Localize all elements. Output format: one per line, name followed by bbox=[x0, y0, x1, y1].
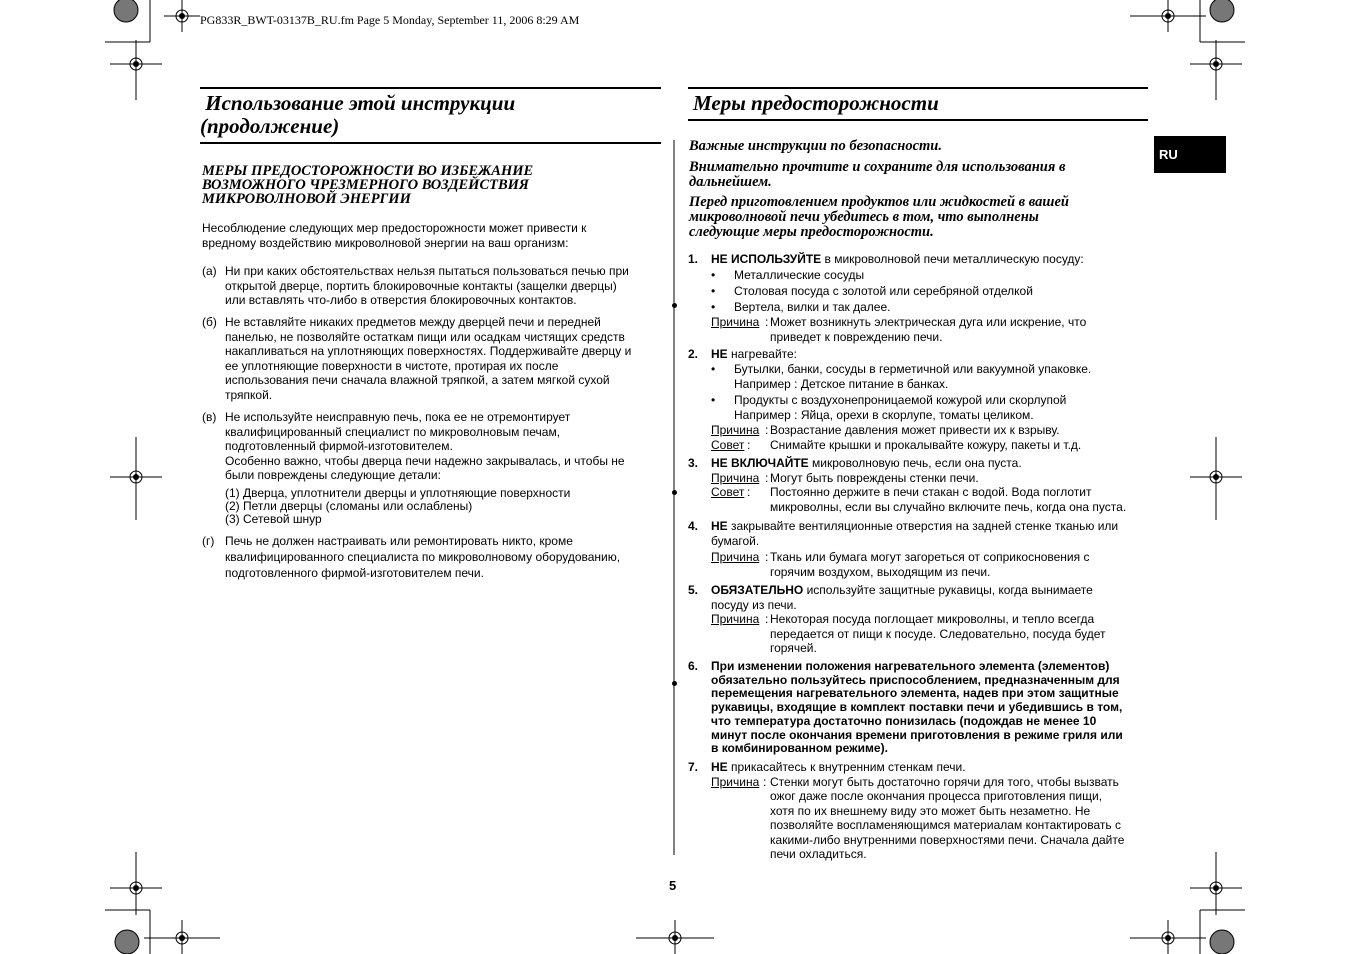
left-item-line: или вставлять что-либо в отверстия блокировочных контактов. bbox=[225, 293, 577, 308]
change-dot bbox=[672, 490, 677, 495]
page-number: 5 bbox=[669, 878, 677, 893]
left-title-rule-bottom bbox=[200, 142, 661, 144]
item-bold-line: При изменении положения нагревательного элемента (элементов) bbox=[711, 659, 1110, 673]
item-number: 5. bbox=[688, 583, 699, 597]
reason-label: Причина bbox=[711, 774, 760, 789]
reason-label: Причина bbox=[711, 612, 760, 627]
item-keyword: НЕ ВКЛЮЧАЙТЕ bbox=[711, 456, 809, 470]
left-subitem: (1) Дверца, уплотнители дверцы и уплотняющие поверхности bbox=[225, 485, 571, 500]
left-item-line: квалифицированный специалист по микроволновым печам, bbox=[225, 424, 561, 439]
left-item-line: подготовленного фирмой-изготовителем печи. bbox=[225, 566, 484, 580]
item-number: 7. bbox=[688, 760, 699, 774]
right-item-7: 7. НЕ прикасайтесь к внутренним стенкам печи. Причина : Стенки могут быть достаточно горячи для того, чтобы вызвать ожог даже после окончания процесса приготовления пищи, хотя по их внешнему виду это может быть незаметно. Не позволяйте воспламеняющимся материалам контактировать с какими-либо внутренними поверхностями печи. Сначала дайте печи охладиться. bbox=[688, 760, 1153, 862]
advice-text: Постоянно держите в печи стакан с водой. Вода поглотит bbox=[770, 485, 1092, 500]
item-bold-line: обязательно пользуйтесь приспособлением, предназначенным для bbox=[711, 672, 1120, 687]
left-item-label: (в) bbox=[202, 410, 217, 424]
item-keyword: НЕ ИСПОЛЬЗУЙТЕ bbox=[711, 252, 822, 266]
reason-text: какими-либо внутренними поверхностями печи. Сначала дайте bbox=[770, 832, 1125, 847]
right-sub2-line: дальнейшем. bbox=[689, 174, 772, 190]
item-number: 1. bbox=[688, 252, 699, 266]
left-intro-line: Несоблюдение следующих мер предосторожности может привести к bbox=[202, 221, 587, 235]
right-sub3-line: Перед приготовлением продуктов или жидкостей в вашей bbox=[689, 194, 1069, 210]
change-dot bbox=[672, 681, 677, 686]
left-item-line: квалифицированного специалиста по микроволновому оборудованию, bbox=[225, 550, 621, 564]
right-item-6 bbox=[688, 660, 1153, 756]
reason-text: горячей. bbox=[770, 641, 817, 656]
bullet-icon: • bbox=[711, 300, 716, 314]
item-text: используйте защитные рукавицы, когда вынимаете bbox=[803, 583, 1093, 597]
left-title-line: Использование этой инструкции bbox=[200, 91, 516, 115]
item-bold-line: рукавицы, входящие в комплект поставки печи и убедившись в том, bbox=[711, 700, 1123, 715]
bullet-icon: • bbox=[711, 284, 716, 298]
item-keyword: НЕ bbox=[711, 347, 728, 361]
example-text: Например : Яйца, орехи в скорлупе, томаты целиком. bbox=[734, 407, 1034, 422]
left-item-g bbox=[202, 533, 662, 581]
left-item-line: панелью, не позволяйте остаткам пищи или осадкам чистящих средств bbox=[225, 329, 625, 344]
item-bold-line: что температура достаточно понизилась (подождав не менее 10 bbox=[711, 713, 1097, 728]
right-item-4: 4. НЕ закрывайте вентиляционные отверстия на задней стенке тканью или бумагой. Причина : Ткань или бумага могут загореться от соприкосновения с горячим воздухом, выходящим из печи. bbox=[688, 519, 1153, 579]
left-item-line: использования печи сначала влажной тряпкой, а затем мягкой сухой bbox=[225, 373, 610, 388]
bullet-text: Металлические сосуды bbox=[734, 268, 865, 282]
bullet-icon: • bbox=[711, 268, 716, 282]
left-item-label: (б) bbox=[202, 315, 217, 329]
reason-text: ожог даже после окончания процесса приготовления пищи, bbox=[770, 789, 1103, 803]
change-dot bbox=[672, 303, 677, 308]
bullet-text: Столовая посуда с золотой или серебряной отделкой bbox=[734, 284, 1033, 298]
item-text: нагревайте: bbox=[727, 347, 798, 361]
right-sub3-line: следующие меры предосторожности. bbox=[689, 224, 934, 240]
item-number: 3. bbox=[688, 456, 699, 470]
left-item-a bbox=[202, 264, 662, 308]
advice-label: Совет bbox=[711, 438, 745, 453]
left-title bbox=[200, 92, 515, 138]
advice-label: Совет bbox=[711, 485, 745, 500]
item-number: 2. bbox=[688, 347, 699, 361]
right-item-3: 3. НЕ ВКЛЮЧАЙТЕ микроволновую печь, если она пуста. Причина : Могут быть повреждены стенки печи. Совет : Постоянно держите в печи стакан с водой. Вода поглотит микроволны, если вы случайно включите печь, когда она пуста. bbox=[688, 456, 1153, 514]
reason-text: хотя по их внешнему виду это может быть незаметно. Не bbox=[770, 803, 1091, 818]
item-number: 4. bbox=[688, 519, 699, 533]
left-subtitle bbox=[202, 164, 533, 206]
reason-text: Возрастание давления может привести их к взрыву. bbox=[770, 423, 1060, 438]
left-item-label: (а) bbox=[202, 264, 217, 278]
left-item-line: тряпкой. bbox=[225, 387, 273, 402]
item-bold-line: минут после окончания времени приготовления в режиме гриля или bbox=[711, 727, 1123, 742]
reason-label: Причина bbox=[711, 315, 760, 329]
reason-text: Некоторая посуда поглощает микроволны, и тепло всегда bbox=[770, 612, 1095, 627]
left-item-v bbox=[202, 410, 662, 526]
reason-label: Причина bbox=[711, 423, 760, 438]
right-sub3 bbox=[689, 195, 1069, 240]
language-tab-label: RU bbox=[1159, 147, 1178, 162]
reason-text: Могут быть повреждены стенки печи. bbox=[770, 470, 979, 485]
left-item-b bbox=[202, 315, 662, 403]
left-item-line: накапливаться на уплотняющих поверхностях. Поддерживайте дверцу и bbox=[225, 344, 632, 359]
bullet-text: Продукты с воздухонепроницаемой кожурой или скорлупой bbox=[734, 392, 1067, 407]
item-text: в микроволновой печи металлическую посуду: bbox=[821, 252, 1084, 266]
advice-text: микроволны, если вы случайно включите печь, когда она пуста. bbox=[770, 499, 1127, 514]
reason-text: печи охладиться. bbox=[770, 847, 867, 861]
right-item-2: 2. НЕ нагревайте: • Бутылки, банки, сосуды в герметичной или вакуумной упаковке. Например : Детское питание в банках. • Продукты с воздухонепроницаемой кожурой или скорлупой Например : Яйца, орехи в скорлупе, томаты целиком. Причина : Возрастание давления может привести их к взрыву. Совет : Снимайте крышки и прокалывайте кожуру, пакеты и т.д. bbox=[688, 347, 1153, 453]
left-subitem: (3) Сетевой шнур bbox=[225, 511, 322, 526]
left-intro-line: вредному воздействию микроволновой энергии на ваш организм: bbox=[202, 235, 569, 250]
reason-text: горячим воздухом, выходящим из печи. bbox=[770, 564, 991, 579]
item-number: 6. bbox=[688, 659, 699, 673]
right-title-rule-bottom bbox=[688, 119, 1148, 121]
advice-text: Снимайте крышки и прокалывайте кожуру, пакеты и т.д. bbox=[770, 438, 1082, 453]
right-sub3-line: микроволновой печи убедитесь в том, что выполнены bbox=[689, 209, 1039, 225]
left-item-line: Особенно важно, чтобы дверца печи надежно закрывалась, и чтобы не bbox=[225, 453, 625, 468]
left-title-rule-top bbox=[200, 87, 661, 89]
left-item-label: (г) bbox=[202, 534, 215, 548]
right-item-1: 1. НЕ ИСПОЛЬЗУЙТЕ в микроволновой печи металлическую посуду: • Металлические сосуды • Столовая посуда с золотой или серебряной отделкой • Вертела, вилки и так далее. Причина : Может возникнуть электрическая дуга или искрение, что приведет к повреждению печи. bbox=[688, 251, 1153, 344]
left-item-line: подготовленный фирмой-изготовителем. bbox=[225, 439, 453, 454]
item-keyword: НЕ bbox=[711, 519, 728, 533]
left-subtitle-line: МЕРЫ ПРЕДОСТОРОЖНОСТИ ВО ИЗБЕЖАНИЕ bbox=[202, 163, 534, 179]
item-text: посуду из печи. bbox=[711, 597, 797, 612]
example-text: Например : Детское питание в банках. bbox=[734, 377, 949, 392]
left-item-line: Не вставляйте никаких предметов между дверцей печи и передней bbox=[225, 315, 601, 329]
bullet-icon: • bbox=[711, 392, 716, 407]
left-title-line: (продолжение) bbox=[200, 114, 340, 138]
item-text: закрывайте вентиляционные отверстия на задней стенке тканью или bbox=[727, 519, 1119, 533]
reason-text: приведет к повреждению печи. bbox=[770, 329, 943, 344]
bullet-icon: • bbox=[711, 362, 716, 377]
bullet-text: Бутылки, банки, сосуды в герметичной или вакуумной упаковке. bbox=[734, 362, 1092, 377]
reason-text: Может возникнуть электрическая дуга или искрение, что bbox=[770, 315, 1087, 329]
right-title: Меры предосторожности bbox=[693, 91, 939, 115]
right-title-rule-top bbox=[688, 87, 1148, 89]
right-sub2-line: Внимательно прочтите и сохраните для использования в bbox=[689, 159, 1066, 175]
left-subtitle-line: ВОЗМОЖНОГО ЧРЕЗМЕРНОГО ВОЗДЕЙСТВИЯ bbox=[202, 177, 529, 193]
left-intro bbox=[202, 221, 586, 250]
item-keyword: ОБЯЗАТЕЛЬНО bbox=[711, 583, 804, 597]
left-item-line: были повреждены следующие детали: bbox=[225, 468, 441, 483]
bullet-text: Вертела, вилки и так далее. bbox=[734, 300, 891, 314]
reason-text: Ткань или бумага могут загореться от соприкосновения с bbox=[770, 550, 1090, 565]
reason-text: передается от пищи к посуде. Следовательно, посуда будет bbox=[770, 626, 1106, 641]
item-bold-line: в комбинированном режиме). bbox=[711, 741, 888, 756]
language-tab bbox=[1154, 136, 1226, 173]
left-item-line: Ни при каких обстоятельствах нельзя пытаться пользоваться печью при bbox=[225, 264, 629, 278]
right-item-5: 5. ОБЯЗАТЕЛЬНО используйте защитные рукавицы, когда вынимаете посуду из печи. Причина : Некоторая посуда поглощает микроволны, и тепло всегда передается от пищи к посуде. Следовательно, посуда будет горячей. bbox=[688, 583, 1153, 656]
left-item-line: Печь не должен настраивать или ремонтировать никто, кроме bbox=[225, 534, 573, 548]
left-subitem: (2) Петли дверцы (сломаны или ослаблены) bbox=[225, 498, 473, 513]
item-text: прикасайтесь к внутренним стенкам печи. bbox=[727, 760, 966, 774]
item-bold-line: перемещения нагревательного элемента, надев при этом защитные bbox=[711, 686, 1119, 701]
item-keyword: НЕ bbox=[711, 760, 728, 774]
right-sub1: Важные инструкции по безопасности. bbox=[689, 138, 942, 154]
reason-label: Причина bbox=[711, 550, 760, 565]
item-text: микроволновую печь, если она пуста. bbox=[808, 456, 1022, 470]
reason-text: Стенки могут быть достаточно горячи для того, чтобы вызвать bbox=[770, 774, 1119, 789]
left-subtitle-line: МИКРОВОЛНОВОЙ ЭНЕРГИИ bbox=[202, 191, 411, 207]
left-item-line: открытой дверце, портить блокировочные контакты (защелки дверцы) bbox=[225, 278, 617, 293]
file-header: PG833R_BWT-03137B_RU.fm Page 5 Monday, September 11, 2006 8:29 AM bbox=[200, 13, 580, 27]
right-sub2 bbox=[689, 160, 1065, 190]
item-text: бумагой. bbox=[711, 533, 760, 548]
left-item-line: ее уплотняющие поверхности в чистоте, протирая их после bbox=[225, 358, 559, 373]
left-item-line: Не используйте неисправную печь, пока ее не отремонтирует bbox=[225, 410, 571, 424]
reason-text: позволяйте воспламеняющимся материалам контактировать с bbox=[770, 818, 1121, 832]
reason-label: Причина bbox=[711, 470, 760, 485]
